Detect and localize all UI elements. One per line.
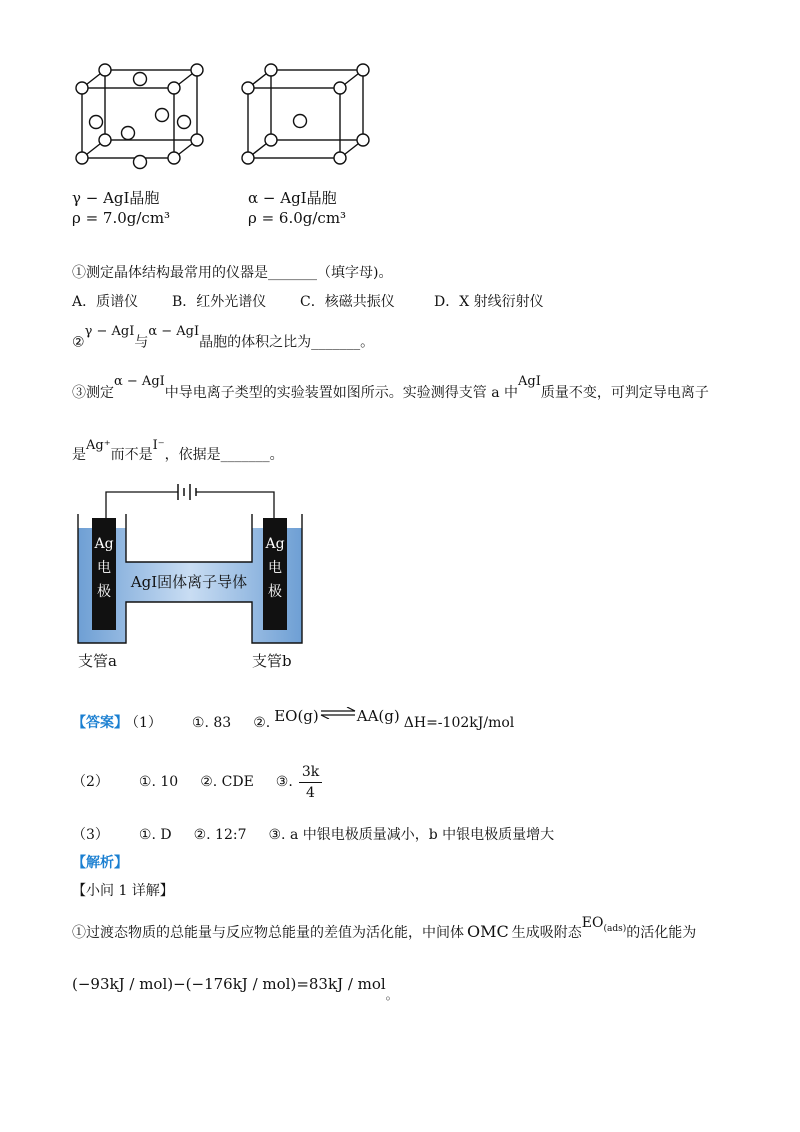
alpha-cell-caption [248,188,346,228]
option-b: B．红外光谱仪 [172,294,267,310]
q3-end: 质量不变，可判定导电离子 [540,385,709,401]
tube-a-label: 支管a [78,652,117,670]
option-d: D．X 射线衍射仪 [434,294,544,310]
gamma-cell-density: ρ = 7.0g/cm³ [72,209,171,227]
battery-icon [178,484,196,500]
answer-p2-fraction [299,762,322,803]
analysis-line2-end: 。 [385,988,398,1002]
q3-mid: 中导电离子类型的实验装置如图所示。实验测得支管 a 中 [164,385,519,401]
left-electrode-text-ag: Ag [94,536,114,552]
tube-b-label: 支管b [252,652,292,670]
analysis-omc: OMC [467,922,509,941]
analysis-formula: (−93kJ / mol)−(−176kJ / mol)=83kJ / mol [72,975,386,993]
answer-p3-b: ②. 12:7 [193,827,247,843]
question-1: ①测定晶体结构最常用的仪器是_______（填字母)。 [72,265,393,281]
answer-p1-eq-left: EO(g) [274,707,319,725]
answer-p1-eq-right: AA(g) [356,707,400,725]
answer-p3-c: ③. a 中银电极质量减小，b 中银电极质量增大 [268,827,555,843]
question-2 [72,323,375,352]
left-electrode-text-pole: 极 [97,584,111,600]
analysis-line1-prefix: ①过渡态物质的总能量与反应物总能量的差值为活化能，中间体 [72,925,464,941]
q2-gamma-formula: γ − AgI [84,324,135,339]
q3b-ag-ion: Ag⁺ [86,438,111,453]
answer-p3-num: （3） [72,827,109,843]
analysis-line1-mid: 生成吸附态 [511,925,582,941]
answer-part3 [72,824,554,844]
fraction-numerator: 3k [299,762,322,783]
conductor-label: AgI固体离子导体 [130,573,248,591]
q2-suffix: 晶胞的体积之比为_______。 [199,334,375,351]
right-electrode-text-ag: Ag [265,536,285,552]
left-electrode-text-electric: 电 [97,560,111,576]
question-3-line1 [72,374,709,402]
equilibrium-arrow-icon [319,707,357,723]
answer-part2 [72,752,322,812]
q3b-end: ，依据是_______。 [164,447,284,463]
question-3-line2 [72,438,284,464]
q2-and: 与 [134,334,149,351]
fraction-denominator: 4 [306,784,315,801]
analysis-tag: 【解析】 [72,855,128,871]
q3b-not: 而不是 [110,447,153,463]
electrolysis-apparatus [70,478,320,673]
crystal-cells-figure [60,55,390,185]
answer-p3-a: ①. D [138,827,172,843]
answer-p1-num: （1） [132,715,162,731]
answer-p1-b-prefix: ②. [253,715,271,731]
q2-prefix: ② [72,334,85,351]
gamma-cell-caption [72,188,170,228]
q2-alpha-formula: α − AgI [148,323,200,339]
analysis-subheading: 【小问 1 详解】 [72,883,174,899]
right-electrode-text-pole: 极 [268,584,282,600]
option-a: A．质谱仪 [72,294,139,310]
q3-agi-formula: AgI [518,374,541,389]
analysis-eo: EO [581,915,604,931]
q3b-is: 是 [72,447,86,463]
answer-p2-b: ②. CDE [200,774,254,790]
alpha-cell-density: ρ = 6.0g/cm³ [248,209,347,227]
analysis-line1 [72,915,697,942]
answer-p2-num: （2） [72,774,109,790]
answer-p1-dh: ΔH=-102kJ/mol [403,715,515,731]
answer-p1-a: ①. 83 [191,715,232,731]
answer-p2-c-prefix: ③. [275,774,293,790]
answer-part1 [72,707,515,732]
answer-tag: 【答案】 [72,715,128,731]
analysis-line1-end: 的活化能为 [626,925,697,941]
q3-prefix: ③测定 [72,385,114,401]
option-c: C．核磁共振仪 [300,294,395,310]
q3b-i-ion: I⁻ [152,438,165,453]
analysis-ads: (ads) [603,924,627,934]
answer-p2-a: ①. 10 [138,774,179,790]
alpha-agi-cell [248,70,363,158]
right-electrode-text-electric: 电 [268,560,282,576]
q3-alpha-formula: α − AgI [114,374,165,389]
analysis-line2 [72,975,398,1002]
gamma-cell-label: γ − AgI晶胞 [72,189,160,207]
alpha-cell-label: α − AgI晶胞 [248,189,337,207]
